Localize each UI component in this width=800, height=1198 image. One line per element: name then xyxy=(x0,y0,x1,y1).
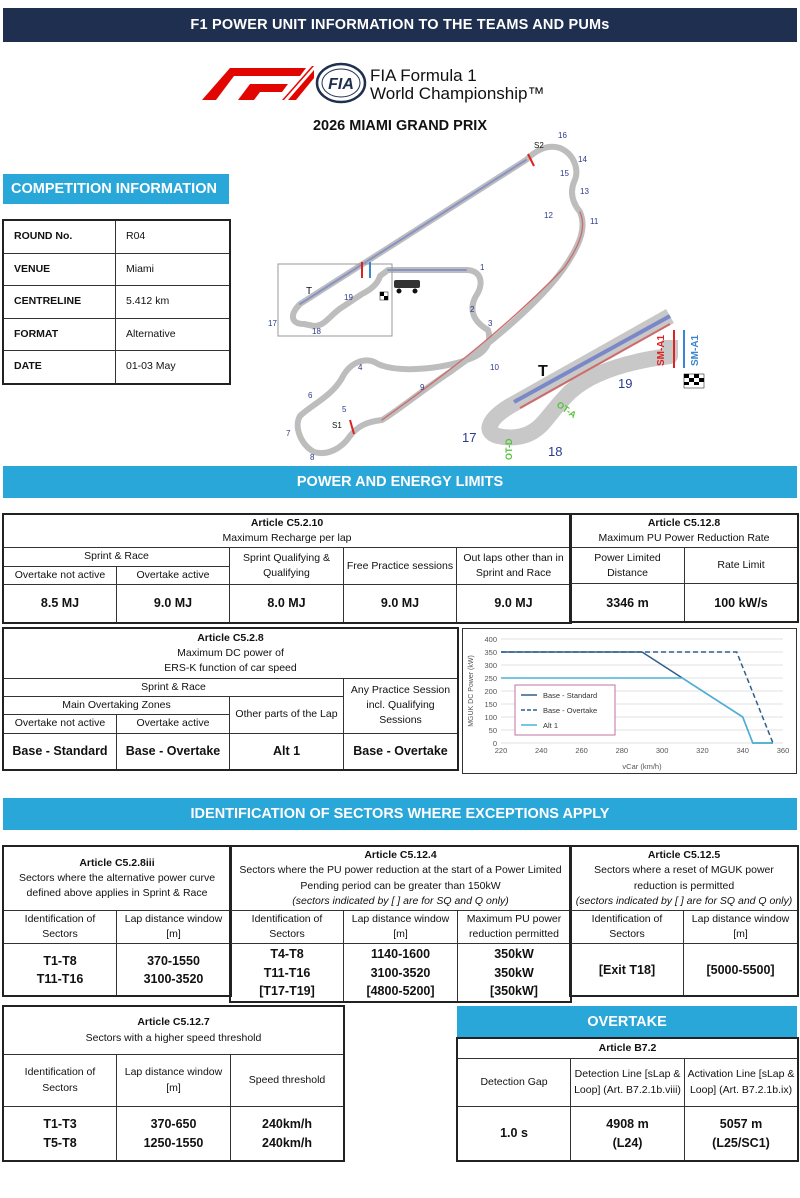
zoom-turn-18: 18 xyxy=(548,444,563,459)
reduction-rate-header: Article C5.12.8 Maximum PU Power Reduction Rate xyxy=(571,515,798,548)
sector-cell: T1-T3 T5-T8 xyxy=(4,1107,117,1161)
x-tick-label: 320 xyxy=(696,746,709,755)
timing-t-label: T xyxy=(306,286,313,297)
turn-label: 10 xyxy=(490,363,499,372)
overtake-article: Article B7.2 xyxy=(458,1039,798,1059)
table-row xyxy=(4,253,230,286)
recharge-value: 8.0 MJ xyxy=(230,584,344,622)
f1-fia-logo xyxy=(202,60,562,108)
overtake-table xyxy=(457,1038,798,1161)
col-header: Identification of Sectors xyxy=(571,911,684,944)
recharge-value: 9.0 MJ xyxy=(457,584,571,622)
turn-label: 6 xyxy=(308,391,313,400)
rate-value: 100 kW/s xyxy=(685,584,798,622)
legend-label: Base - Overtake xyxy=(543,706,598,715)
f1-logo-icon xyxy=(202,66,314,100)
recharge-value: 9.0 MJ xyxy=(344,584,457,622)
y-axis-label: MGUK DC Power (kW) xyxy=(468,655,475,727)
date-label: DATE xyxy=(4,351,116,384)
distance-cell: 1140-1600 3100-3520 [4800-5200] xyxy=(344,944,458,1001)
table-row xyxy=(4,351,230,384)
col-header: Lap distance window [m] xyxy=(344,911,458,944)
turn-label: 9 xyxy=(420,383,425,392)
y-tick-label: 50 xyxy=(488,726,497,735)
turn-label: 16 xyxy=(558,131,567,140)
turn-label: 15 xyxy=(560,169,569,178)
track-layout xyxy=(293,147,583,453)
distance-cell: [5000-5500] xyxy=(684,944,798,996)
zoom-turn-19: 19 xyxy=(618,376,633,391)
speed-threshold-table xyxy=(3,1006,344,1161)
y-tick-label: 200 xyxy=(484,687,497,696)
col-header: Identification of Sectors xyxy=(4,911,117,944)
col-header: Identification of Sectors xyxy=(4,1055,117,1107)
round-value: R04 xyxy=(116,221,230,254)
y-tick-label: 400 xyxy=(484,635,497,644)
sm-a1-label: SM-A1 xyxy=(656,334,667,366)
col-header: Overtake active xyxy=(117,715,230,733)
y-tick-label: 100 xyxy=(484,713,497,722)
col-header: Identification of Sectors xyxy=(231,911,344,944)
sprint-race-header: Sprint & Race xyxy=(4,679,344,697)
x-tick-label: 280 xyxy=(615,746,629,755)
curve-value: Base - Overtake xyxy=(117,733,230,769)
logo-line-1: FIA Formula 1 xyxy=(370,66,477,85)
col-header: Sprint Qualifying & Qualifying xyxy=(230,548,344,584)
col-header: Detection Gap xyxy=(458,1059,571,1107)
car-icon xyxy=(394,280,420,294)
detection-cell: 4908 m (L24) xyxy=(571,1107,685,1161)
y-tick-label: 250 xyxy=(484,674,497,683)
sector-cell: T1-T8 T11-T16 xyxy=(4,944,117,996)
zoom-turn-17: 17 xyxy=(462,430,477,445)
c5125-header: Article C5.12.5 Sectors where a reset of MGUK power reduction is permitted (sectors indicated by [ ] are for SQ and Q only) xyxy=(571,847,798,911)
dc-power-header: Article C5.2.8 Maximum DC power of ERS-K function of car speed xyxy=(4,629,458,679)
distance-cell: 370-1550 3100-3520 xyxy=(117,944,231,996)
turn-label: 4 xyxy=(358,363,363,372)
round-label: ROUND No. xyxy=(4,221,116,254)
col-header: Power Limited Distance xyxy=(571,548,685,584)
power-cell: 350kW 350kW [350kW] xyxy=(458,944,571,1001)
mguk-reset-table xyxy=(570,846,798,996)
centreline-label: CENTRELINE xyxy=(4,286,116,319)
turn-label: 12 xyxy=(544,211,553,220)
speed-cell: 240km/h 240km/h xyxy=(231,1107,344,1161)
checkered-flag-icon xyxy=(380,292,388,300)
sector-cell: [Exit T18] xyxy=(571,944,684,996)
competition-table xyxy=(3,220,230,384)
power-curve-chart xyxy=(462,628,797,774)
format-value: Alternative xyxy=(116,318,230,351)
turn-label: 2 xyxy=(470,305,475,314)
event-title: 2026 MIAMI GRAND PRIX xyxy=(312,118,488,134)
legend-label: Alt 1 xyxy=(543,721,559,730)
col-header: Overtake active xyxy=(117,566,230,584)
turn-label: 13 xyxy=(580,187,589,196)
venue-value: Miami xyxy=(116,253,230,286)
curve-value: Alt 1 xyxy=(230,733,344,769)
col-header: Lap distance window [m] xyxy=(117,1055,231,1107)
sector-s1-label: S1 xyxy=(332,421,342,430)
col-header: Detection Line [sLap & Loop] (Art. B7.2.1b.viii) xyxy=(571,1059,685,1107)
turn-label: 11 xyxy=(590,217,599,226)
overtake-heading: OVERTAKE xyxy=(457,1006,797,1038)
ot-a-label: OT-A xyxy=(554,399,579,420)
c5127-header: Article C5.12.7 Sectors with a higher speed threshold xyxy=(4,1007,344,1055)
x-tick-label: 340 xyxy=(736,746,749,755)
distance-cell: 370-650 1250-1550 xyxy=(117,1107,231,1161)
col-header: Out laps other than in Sprint and Race xyxy=(457,548,571,584)
page-title-banner: F1 POWER UNIT INFORMATION TO THE TEAMS AND PUMs xyxy=(3,8,797,42)
col-header: Overtake not active xyxy=(4,715,117,733)
col-header: Lap distance window [m] xyxy=(684,911,798,944)
format-label: FORMAT xyxy=(4,318,116,351)
x-tick-label: 300 xyxy=(655,746,669,755)
col-header: Overtake not active xyxy=(4,566,117,584)
logo-line-2: World Championship™ xyxy=(370,84,545,103)
table-row xyxy=(4,221,230,254)
x-tick-label: 240 xyxy=(535,746,548,755)
x-tick-label: 220 xyxy=(494,746,508,755)
date-value: 01-03 May xyxy=(116,351,230,384)
c5124-header: Article C5.12.4 Sectors where the PU power reduction at the start of a Power Limited Pending period can be greater than 150kW (sectors indicated by [ ] are for SQ and Q only) xyxy=(231,847,571,911)
practice-header: Any Practice Session incl. Qualifying Sessions xyxy=(344,679,458,734)
venue-label: VENUE xyxy=(4,253,116,286)
sector-cell: T4-T8 T11-T16 [T17-T19] xyxy=(231,944,344,1001)
turn-label: 1 xyxy=(480,263,485,272)
sprint-race-header: Sprint & Race xyxy=(4,548,230,566)
table-row xyxy=(4,318,230,351)
other-parts-header: Other parts of the Lap xyxy=(230,697,344,733)
recharge-value: 8.5 MJ xyxy=(4,584,117,622)
turn-label: 14 xyxy=(578,155,587,164)
sm-a1-label-blue: SM-A1 xyxy=(690,334,701,366)
turn-label: 8 xyxy=(310,453,315,462)
power-curve-svg xyxy=(463,629,796,773)
pu-reduction-sectors-table xyxy=(230,846,571,1002)
col-header: Free Practice sessions xyxy=(344,548,457,584)
alt-curve-sectors-table xyxy=(3,846,231,996)
turn-label: 18 xyxy=(312,327,321,336)
checkered-flag-icon xyxy=(684,374,704,388)
x-axis-label: vCar (km/h) xyxy=(622,762,662,771)
zoom-t-label: T xyxy=(538,363,548,380)
y-tick-label: 350 xyxy=(484,648,497,657)
track-map xyxy=(270,130,800,466)
power-heading: POWER AND ENERGY LIMITS xyxy=(3,466,797,498)
curve-value: Base - Standard xyxy=(4,733,117,769)
activation-cell: 5057 m (L25/SC1) xyxy=(685,1107,798,1161)
centreline-value: 5.412 km xyxy=(116,286,230,319)
gap-cell: 1.0 s xyxy=(458,1107,571,1161)
recharge-header: Article C5.2.10 Maximum Recharge per lap xyxy=(4,515,571,548)
col-header: Maximum PU power reduction permitted xyxy=(458,911,571,944)
fia-seal-icon xyxy=(315,62,369,104)
y-tick-label: 150 xyxy=(484,700,497,709)
y-tick-label: 300 xyxy=(484,661,497,670)
main-zones-header: Main Overtaking Zones xyxy=(4,697,230,715)
c528iii-header: Article C5.2.8iii Sectors where the alternative power curve defined above applies in Sprint & Race xyxy=(4,847,231,911)
x-tick-label: 260 xyxy=(575,746,588,755)
ot-d-label: OT-D xyxy=(504,438,514,460)
turn-label: 19 xyxy=(344,293,353,302)
curve-value: Base - Overtake xyxy=(344,733,458,769)
distance-value: 3346 m xyxy=(571,584,685,622)
competition-heading: COMPETITION INFORMATION xyxy=(3,174,229,204)
sector-s2-label: S2 xyxy=(534,141,544,150)
legend-label: Base - Standard xyxy=(543,691,598,700)
recharge-value: 9.0 MJ xyxy=(117,584,230,622)
col-header: Speed threshold xyxy=(231,1055,344,1107)
svg-text:FIA: FIA xyxy=(328,76,354,93)
x-tick-label: 360 xyxy=(776,746,790,755)
turn-label: 3 xyxy=(488,319,493,328)
turn-label: 5 xyxy=(342,405,347,414)
y-tick-label: 0 xyxy=(492,739,497,748)
table-row xyxy=(4,286,230,319)
dc-power-table xyxy=(3,628,458,770)
reduction-rate-table xyxy=(570,514,798,622)
ident-heading: IDENTIFICATION OF SECTORS WHERE EXCEPTIONS APPLY xyxy=(3,798,797,830)
col-header: Rate Limit xyxy=(685,548,798,584)
col-header: Lap distance window [m] xyxy=(117,911,231,944)
recharge-table xyxy=(3,514,571,623)
col-header: Activation Line [sLap & Loop] (Art. B7.2.1b.ix) xyxy=(685,1059,798,1107)
turn-label: 17 xyxy=(268,319,277,328)
turn-label: 7 xyxy=(286,429,291,438)
